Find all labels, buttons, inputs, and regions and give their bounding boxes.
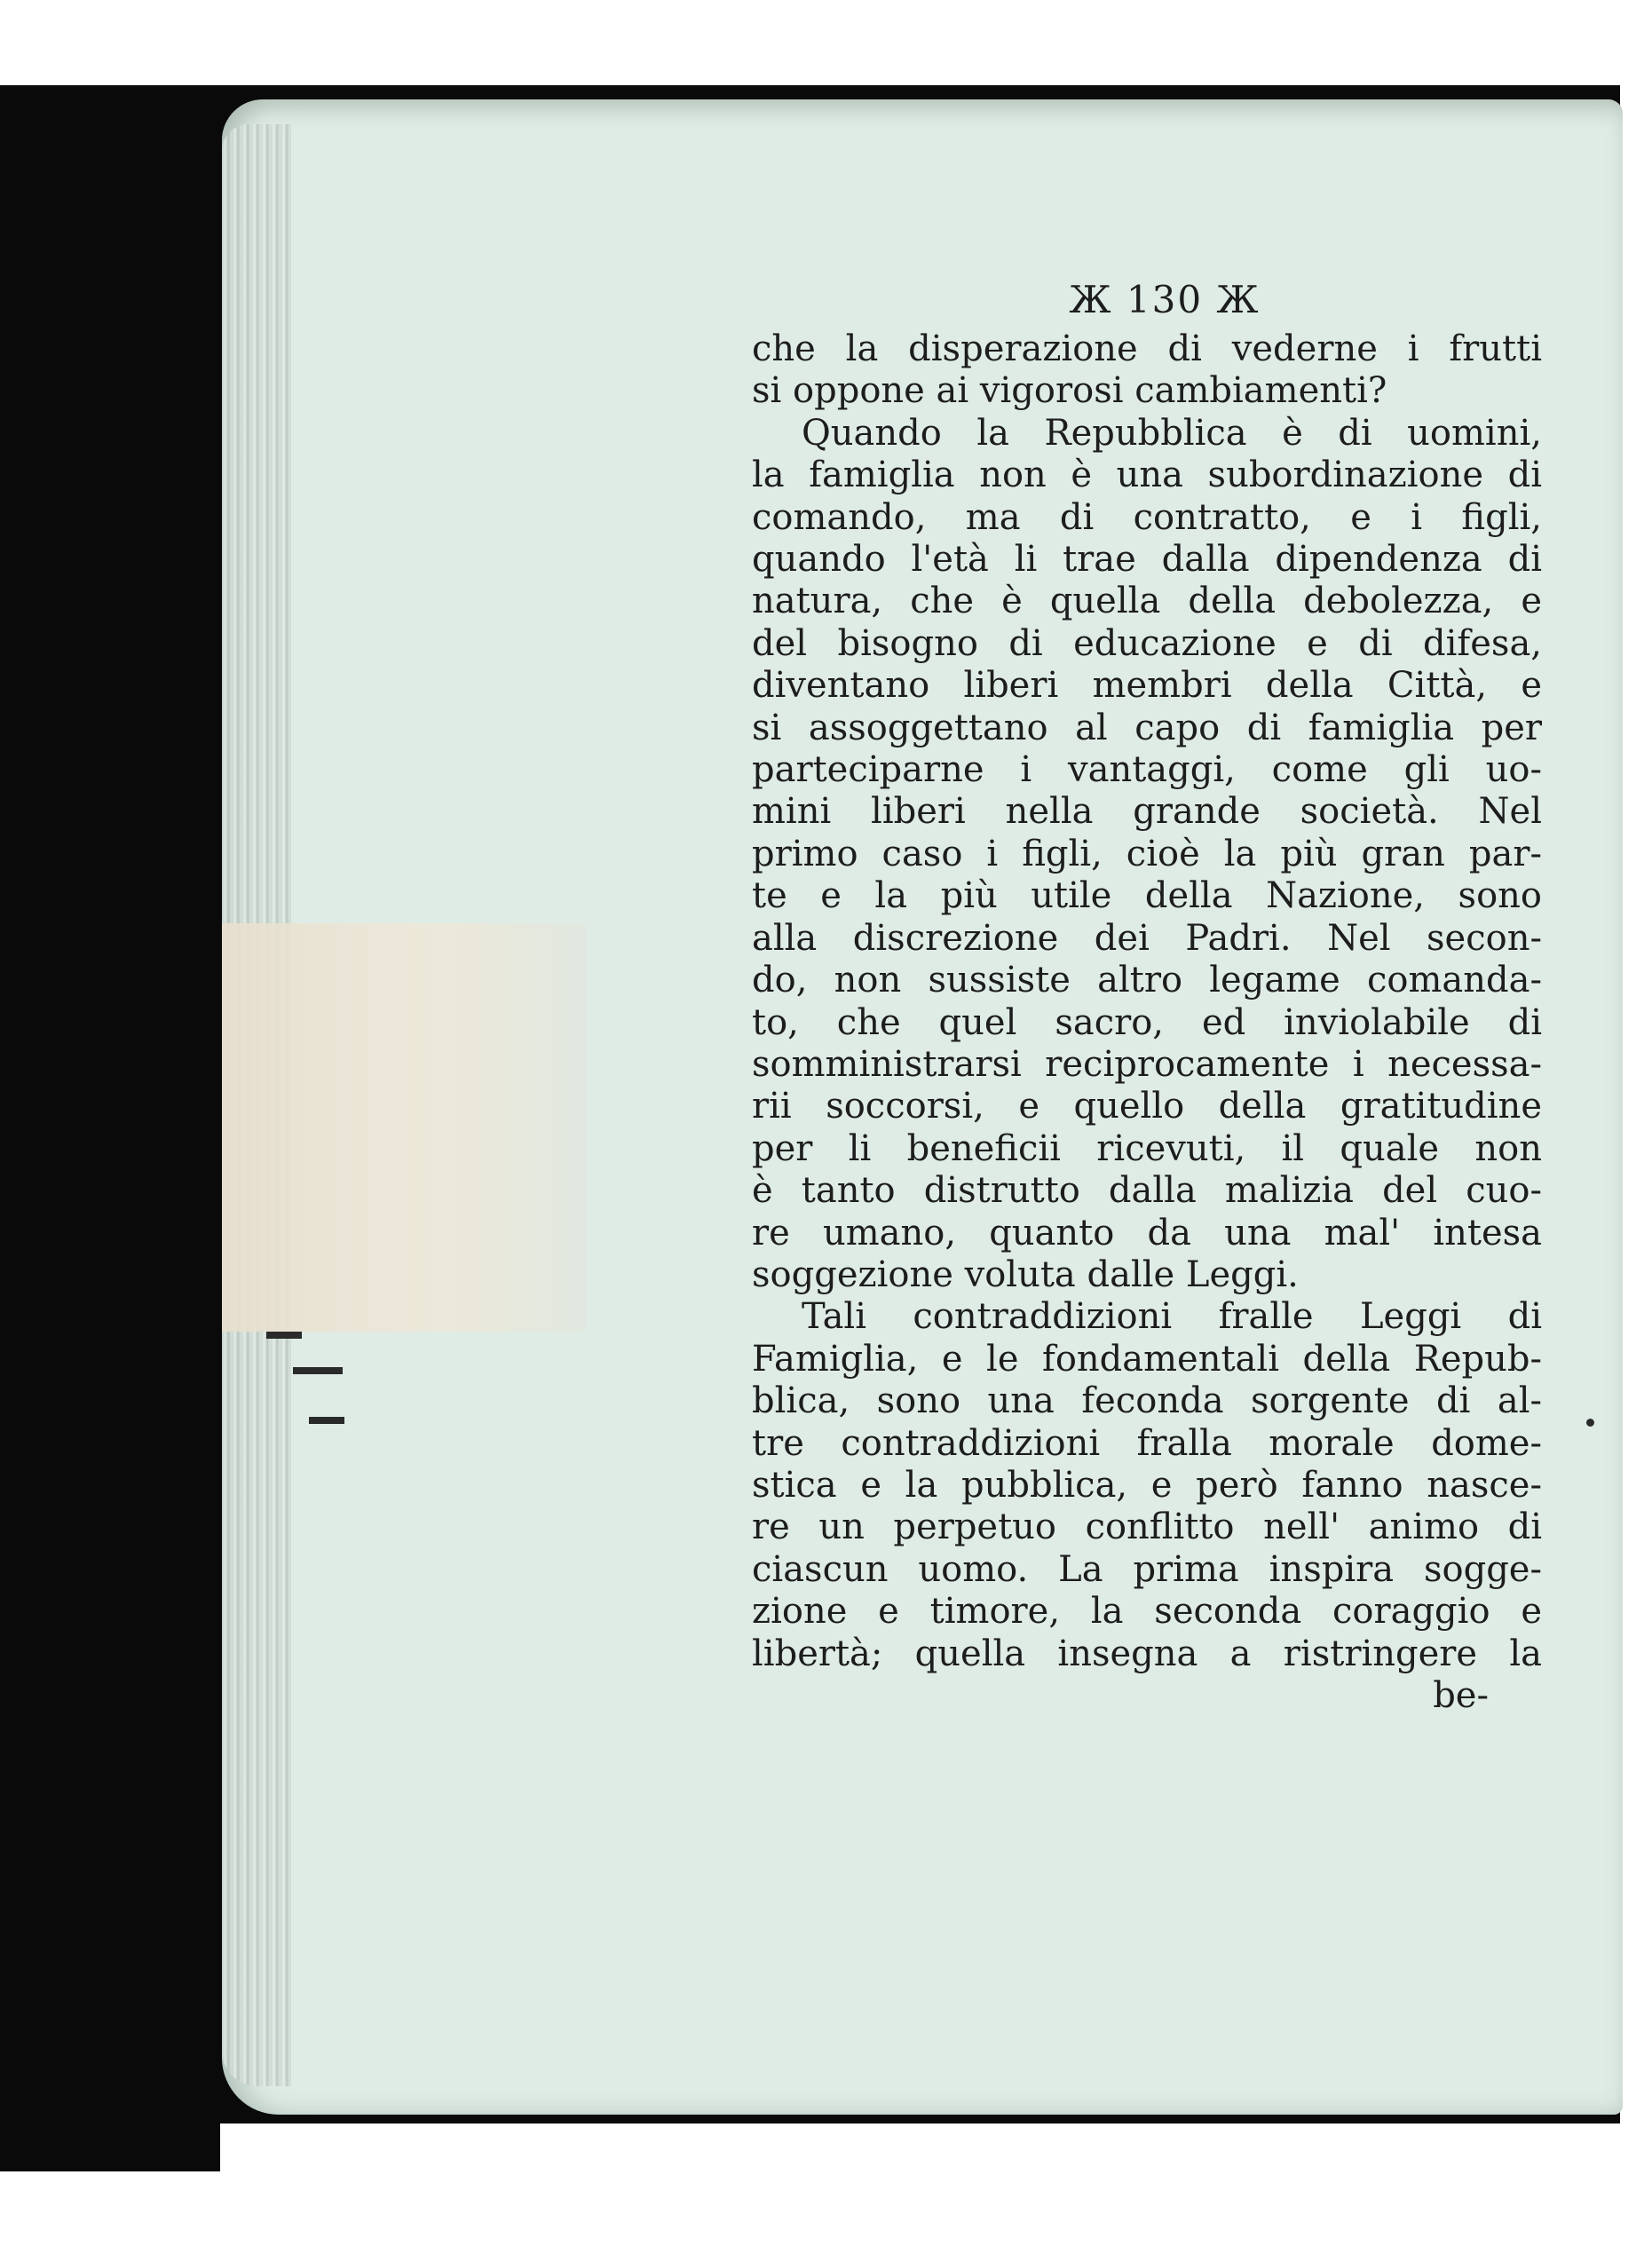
text-line: blica, sono una feconda sorgente di al-	[752, 1380, 1542, 1422]
text-line: zione e timore, la seconda coraggio e	[752, 1591, 1542, 1633]
text-line: natura, che è quella della debolezza, e	[752, 581, 1542, 622]
text-line: to, che quel sacro, ed inviolabile di	[752, 1001, 1542, 1043]
text-line: alla discrezione dei Padri. Nel secon-	[752, 917, 1542, 959]
text-line: che la disperazione di vederne i frutti	[752, 328, 1542, 369]
page-number-header: Ж 130 Ж	[1069, 278, 1261, 321]
paragraph	[752, 328, 1542, 413]
paragraph	[752, 413, 1542, 1297]
text-line: del bisogno di educazione e di difesa,	[752, 622, 1542, 664]
scan-smear	[222, 923, 586, 1332]
text-line: per li beneficii ricevuti, il quale non	[752, 1127, 1542, 1169]
text-line: soggezione voluta dalle Leggi.	[752, 1253, 1299, 1295]
scanner-bed-left	[0, 85, 220, 2171]
paragraphs	[752, 328, 1542, 1675]
text-line: si assoggettano al capo di famiglia per	[752, 707, 1542, 748]
catchword: be-	[1433, 1675, 1489, 1716]
text-line: è tanto distrutto dalla malizia del cuo-	[752, 1170, 1542, 1212]
text-line: la famiglia non è una subordinazione di	[752, 455, 1542, 496]
text-line: somministrarsi reciprocamente i necessa-	[752, 1043, 1542, 1085]
text-line: re umano, quanto da una mal' intesa	[752, 1212, 1542, 1253]
text-line: te e la più utile della Nazione, sono	[752, 875, 1542, 917]
text-line: mini liberi nella grande società. Nel	[752, 791, 1542, 833]
text-line: Quando la Repubblica è di uomini,	[802, 412, 1542, 454]
edge-mark	[309, 1417, 344, 1424]
text-line: stica e la pubblica, e però fanno nasce-	[752, 1464, 1542, 1506]
text-block	[752, 277, 1542, 1717]
text-line: ciascun uomo. La prima inspira sogge-	[752, 1548, 1542, 1590]
text-line: quando l'età li trae dalla dipendenza di	[752, 539, 1542, 581]
ink-speck	[1586, 1419, 1594, 1427]
text-line: parteciparne i vantaggi, come gli uo-	[752, 749, 1542, 791]
text-line: tre contraddizioni fralla morale dome-	[752, 1422, 1542, 1464]
text-line: do, non sussiste altro legame comanda-	[752, 960, 1542, 1001]
text-line: comando, ma di contratto, e i figli,	[752, 496, 1542, 538]
text-line: rii soccorsi, e quello della gratitudine	[752, 1086, 1542, 1127]
text-line: Famiglia, e le fondamentali della Repub-	[752, 1338, 1542, 1380]
edge-mark	[293, 1367, 343, 1374]
text-line: si oppone ai vigorosi cambiamenti?	[752, 370, 1387, 412]
text-line: Tali contraddizioni fralle Leggi di	[802, 1296, 1542, 1338]
text-line: re un perpetuo conflitto nell' animo di	[752, 1507, 1542, 1548]
text-line: diventano liberi membri della Città, e	[752, 665, 1542, 707]
edge-marks	[266, 1332, 364, 1474]
paragraph	[752, 1296, 1542, 1675]
edge-mark	[266, 1332, 302, 1339]
text-line: libertà; quella insegna a ristringere la	[752, 1633, 1542, 1674]
text-line: primo caso i figli, cioè la più gran par-	[752, 833, 1542, 874]
